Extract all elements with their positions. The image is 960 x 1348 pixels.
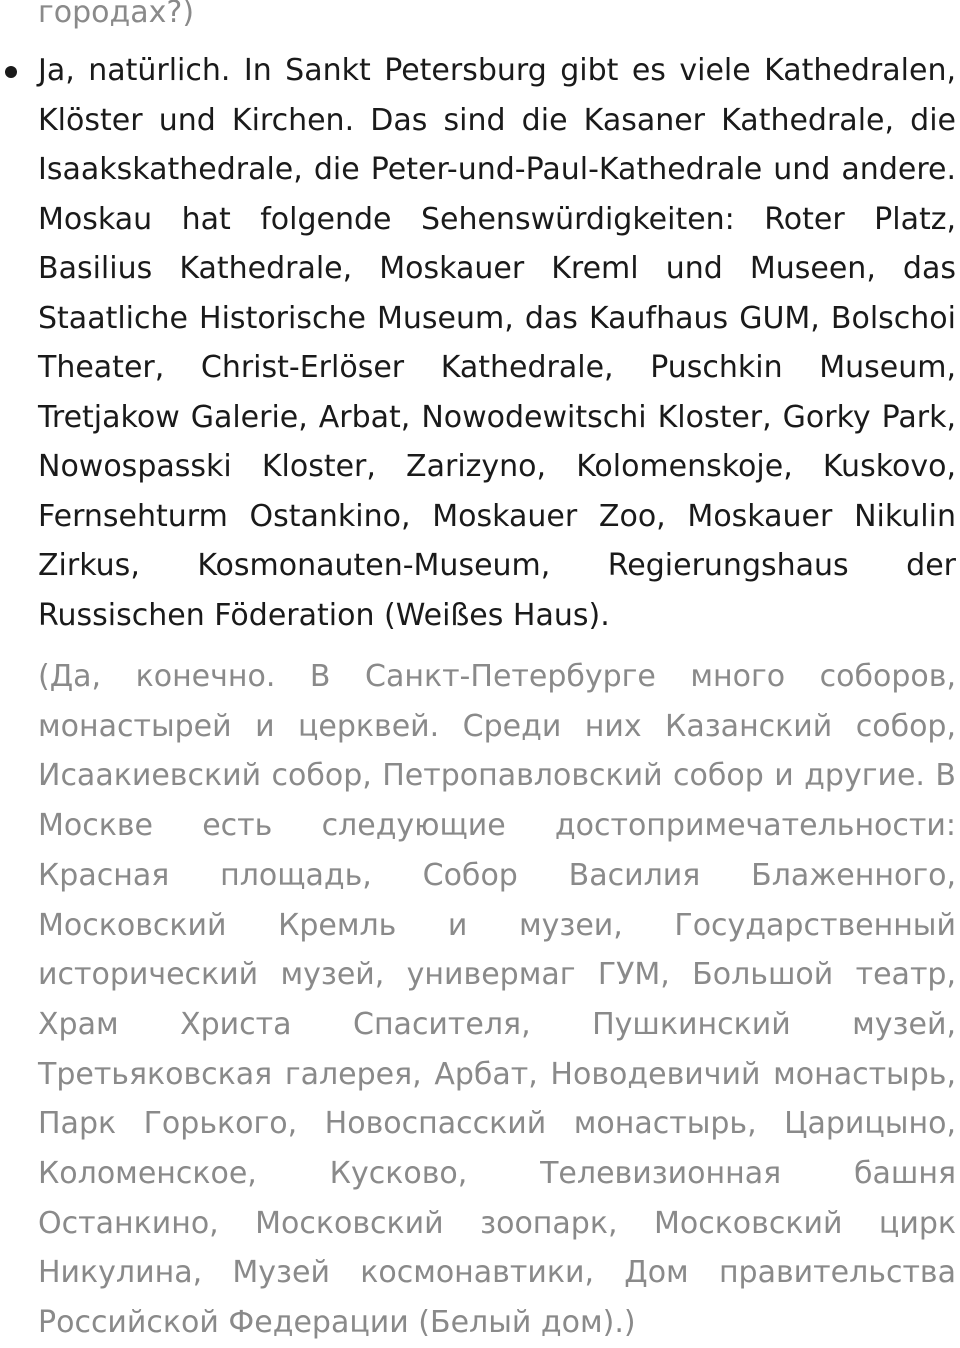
german-answer-paragraph: Ja, natürlich. In Sankt Petersburg gibt es viele Kathedralen, Klöster und Kirchen. Das sind die Kasaner Kathedrale, die Isaakskathedrale, die Peter-und-Paul-Kathedrale und andere. Moskau hat folgende Sehenswürdigkeiten: Roter Platz, Basilius Kathedrale, Moskauer Kreml und Museen, das Staatliche Historische Museum, das Kaufhaus GUM, Bolschoi Theater, Christ-Erlöser Kathedrale, Puschkin Museum, Tretjakow Galerie, Arbat, Nowodewitschi Kloster, Gorky Park, Nowospasski Kloster, Zarizyno, Kolomenskoje, Kuskovo, Fernsehturm Ostankino, Moskauer Zoo, Moskauer Nikulin Zirkus, Kosmonauten-Museum, Regierungshaus der Russischen Föderation (Weißes Haus). xyxy=(38,53,956,633)
previous-paragraph-fragment: городах?) xyxy=(38,0,195,30)
bullet-icon xyxy=(5,66,17,78)
russian-translation-paragraph: (Да, конечно. В Санкт-Петербурге много соборов, монастырей и церквей. Среди них Казанский собор, Исаакиевский собор, Петропавловский собор и другие. В Москве есть следующие достопримечательности: Красная площадь, Собор Василия Блаженного, Московский Кремль и музеи, Государственный исторический музей, универмаг ГУМ, Большой театр, Храм Христа Спасителя, Пушкинский музей, Третьяковская галерея, Арбат, Новодевичий монастырь, Парк Горького, Новоспасский монастырь, Царицыно, Коломенское, Кусково, Телевизионная башня Останкино, Московский зоопарк, Московский цирк Никулина, Музей космонавтики, Дом правительства Российской Федерации (Белый дом).) xyxy=(38,659,956,1341)
